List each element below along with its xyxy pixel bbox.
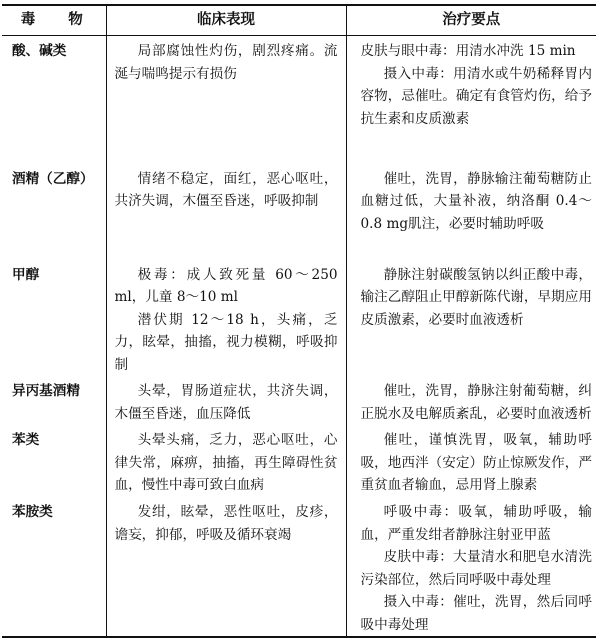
treatment-text: 催吐，洗胃，静脉输注葡萄糖防止血糖过低，大量补液，纳洛酮 0.4～0.8 mg肌注，必要时辅助呼吸 — [360, 170, 592, 232]
symptoms-cell — [106, 376, 346, 425]
symptoms-cell — [106, 260, 346, 377]
table-row — [2, 164, 596, 260]
symptoms-text: 发绀，眩晕，恶性呕吐，皮疹，谵妄，抑郁，呼吸及循环衰竭 — [114, 504, 338, 543]
treatment-cell — [346, 376, 596, 425]
table-row — [2, 497, 596, 637]
treatment-text: 静脉注射碳酸氢钠以纠正酸中毒，输注乙醇阻止甲醇新陈代谢，早期应用皮质激素，必要时血液透析 — [360, 266, 592, 328]
table-row — [2, 36, 596, 164]
poison-name: 甲醇 — [12, 266, 40, 283]
table-row — [2, 260, 596, 377]
table-body — [2, 36, 596, 638]
symptoms-text: 局部腐蚀性灼伤，剧烈疼痛。流涎与喘鸣提示有损伤 — [114, 43, 338, 82]
treatment-cell — [346, 497, 596, 637]
symptoms-text: 情绪不稳定，面红，恶心呕吐，共济失调，木僵至昏迷，呼吸抑制 — [114, 170, 338, 209]
treatment-text: 摄入中毒：用清水或牛奶稀释胃内容物，忌催吐。确定有食管灼伤，给予抗生素和皮质激素 — [360, 65, 592, 127]
symptoms-cell — [106, 425, 346, 497]
poison-treatment-table — [2, 4, 596, 638]
treatment-text: 皮肤与眼中毒：用清水冲洗 15 min — [360, 43, 576, 59]
header-row — [2, 5, 596, 36]
treatment-cell — [346, 260, 596, 377]
poison-name: 酒精（乙醇） — [12, 170, 94, 187]
poison-name: 苯胺类 — [2, 497, 106, 637]
treatment-text: 催吐，洗胃，静脉注射葡萄糖，纠正脱水及电解质紊乱，必要时血液透析 — [360, 383, 592, 422]
symptoms-text: 头晕头痛，乏力，恶心呕吐，心律失常，麻痹，抽搐，再生障碍性贫血，慢性中毒可致白血病 — [114, 432, 338, 493]
header-poison: 毒 物 — [2, 5, 106, 36]
symptoms-text: 潜伏期 12～18 h，头痛，乏力，眩晕，抽搐，视力模糊，呼吸抑制 — [114, 311, 338, 373]
symptoms-text: 极毒：成人致死量 60～250 ml，儿童 8～10 ml — [114, 266, 338, 305]
symptoms-text: 头晕，胃肠道症状，共济失调，木僵至昏迷，血压降低 — [114, 383, 338, 422]
symptoms-cell — [106, 36, 346, 164]
header-treatment-points: 治疗要点 — [346, 5, 596, 36]
table-header — [2, 5, 596, 36]
treatment-cell — [346, 425, 596, 497]
poison-name: 异丙基酒精 — [12, 383, 80, 399]
header-clinical-manifestations: 临床表现 — [106, 5, 346, 36]
symptoms-cell — [106, 497, 346, 637]
treatment-text: 催吐，谨慎洗胃，吸氧，辅助呼吸，地西泮（安定）防止惊厥发作，严重贫血者输血，忌用肾上腺素 — [360, 432, 592, 493]
treatment-cell — [346, 36, 596, 164]
treatment-cell — [346, 164, 596, 260]
symptoms-cell — [106, 164, 346, 260]
table-row — [2, 425, 596, 497]
treatment-text: 皮肤中毒：大量清水和肥皂水清洗污染部位，然后同呼吸中毒处理 — [360, 549, 592, 588]
table-row — [2, 376, 596, 425]
treatment-text: 摄入中毒：催吐，洗胃，然后同呼吸中毒处理 — [360, 594, 592, 633]
poison-name: 苯类 — [12, 432, 40, 448]
treatment-text: 呼吸中毒：吸氧，辅助呼吸，输血，严重发绀者静脉注射亚甲蓝 — [360, 504, 592, 543]
poison-name: 酸、碱类 — [12, 43, 67, 59]
